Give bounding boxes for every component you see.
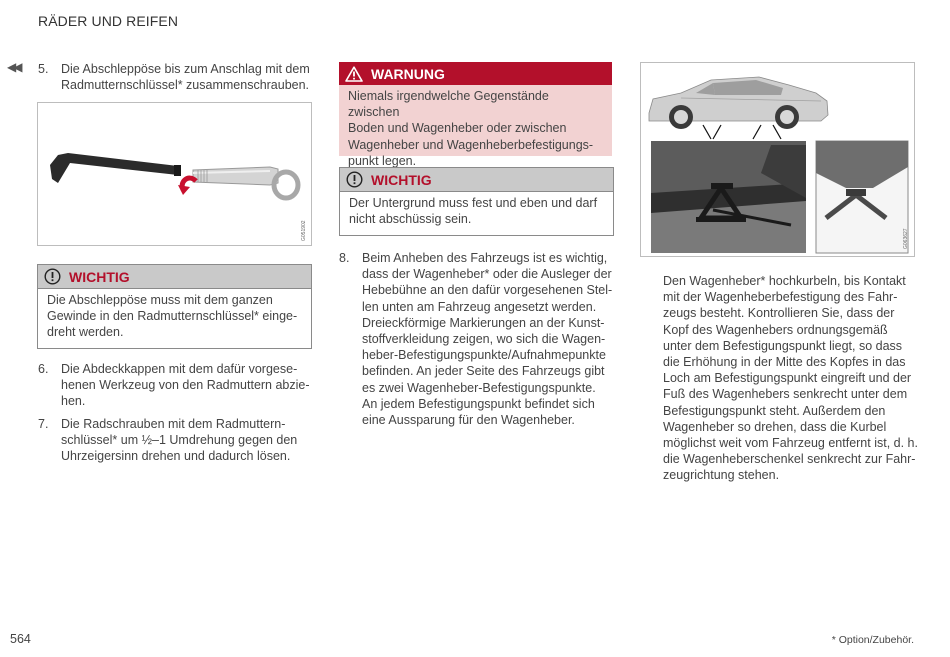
step-number: 7. [38, 417, 49, 431]
exclamation-circle-icon [346, 171, 363, 188]
jack-points-illustration [640, 62, 915, 257]
notice-line: Wagenheber und Wagenheberbefestigungs- [348, 137, 594, 152]
notice-title: WARNUNG [371, 65, 445, 82]
notice-line: nicht abschüssig sein. [349, 212, 472, 227]
step-text-line: Die Abschleppöse bis zum Anschlag mit dem [61, 62, 310, 76]
step-text-line: stoffverkleidung zeigen, wo sich die Wagen- [362, 332, 606, 347]
step-text-line: Dreieckförmige Markierungen an der Kunst- [362, 315, 605, 330]
tow-eye-wrench-illustration [37, 102, 312, 246]
step-text-line: henen Werkzeug von den Radmuttern abzie- [61, 378, 310, 393]
notice-line: Niemals irgendwelche Gegenstände zwischen [348, 89, 549, 120]
image-code: G063627 [903, 228, 909, 249]
step-text-line: Die Radschrauben mit dem Radmuttern- [61, 417, 286, 431]
step-text-line: Hebebühne an den dafür vorgesehenen Stel- [362, 283, 613, 298]
notice-line: Der Untergrund muss fest und eben und darf [349, 196, 598, 210]
notice-line: Boden und Wagenheber oder zwischen [348, 121, 567, 136]
paragraph-line: zeugs besteht. Kontrollieren Sie, dass der [663, 306, 895, 321]
step-text-line: Radmutternschlüssel* zusammenschrauben. [61, 78, 310, 93]
paragraph-line: Loch am Befestigungspunkt eingreift und der [663, 371, 912, 386]
notice-title: WICHTIG [371, 171, 432, 188]
step-text-line: An jedem Befestigungspunkt befindet sich [362, 396, 595, 411]
paragraph-line: Kopf des Wagenhebers ordnungsgemäß [663, 322, 888, 337]
section-title: RÄDER UND REIFEN [38, 13, 179, 29]
warning-triangle-icon [345, 66, 363, 82]
step-number: 8. [339, 251, 350, 265]
step-text-line: Die Abdeckkappen mit dem dafür vorgese- [61, 362, 298, 376]
step-text-line: Beim Anheben des Fahrzeugs ist es wichtig, [362, 251, 608, 265]
step-8 [339, 250, 624, 430]
notice-line: punkt legen. [348, 153, 417, 168]
paragraph-line: möglichst weit vom Fahrzeug entfernt ist, d. h. [663, 436, 918, 451]
paragraph-line: Den Wagenheber* hochkurbeln, bis Kontakt [663, 274, 906, 288]
notice-line: Die Abschleppöse muss mit dem ganzen [47, 293, 273, 307]
notice-important-2 [339, 167, 614, 236]
step-5 [38, 61, 318, 95]
paragraph-line: unter dem Befestigungspunkt liegt, so dass [663, 338, 903, 353]
page-number: 564 [10, 632, 31, 646]
step-text-line: es zwei Wagenheber-Befestigungspunkte. [362, 380, 596, 395]
notice-line: dreht werden. [47, 325, 124, 340]
double-chevron-left-icon[interactable]: ◀◀ [7, 60, 20, 74]
notice-title: WICHTIG [69, 268, 130, 285]
notice-line: Gewinde in den Radmutternschlüssel* einge- [47, 309, 298, 324]
wrench-tow-eye-drawing [38, 103, 311, 245]
step-text-line: dass der Wagenheber* oder die Ausleger der [362, 267, 612, 282]
footnote: * Option/Zubehör. [831, 634, 914, 646]
paragraph-line: die Wagenheberschenkel senkrecht zur Fahr- [663, 452, 916, 467]
step-6 [38, 361, 318, 411]
image-code: G051902 [301, 220, 307, 241]
paragraph-line: Befestigungspunkt steht. Außerdem den [663, 403, 886, 418]
step-text-line: len unten am Fahrzeug angesetzt werden. [362, 299, 597, 314]
step-text-line: eine Aussparung für den Wagenheber. [362, 413, 575, 428]
notice-warning [339, 62, 612, 168]
paragraph-line: Wagenheber so drehen, dass die Kurbel [663, 419, 887, 434]
step-text-line: heber-Befestigungspunkte/Aufnahmepunkte [362, 348, 606, 363]
paragraph-line: die Erhöhung in der Mitte des Kopfes in das [663, 355, 906, 370]
paragraph-line: mit der Wagenheberbefestigung des Fahr- [663, 290, 898, 305]
car-jack-drawing [641, 63, 914, 256]
step-number: 5. [38, 62, 49, 76]
jack-instruction-paragraph [663, 273, 925, 484]
step-text-line: befinden. An jeder Seite des Fahrzeugs gibt [362, 364, 605, 379]
step-number: 6. [38, 362, 49, 376]
notice-important-1 [37, 264, 312, 349]
step-text-line: hen. [61, 394, 86, 409]
step-7 [38, 416, 318, 466]
paragraph-line: zeugrichtung stehen. [663, 468, 780, 483]
paragraph-line: Fuß des Wagenhebers senkrecht unter dem [663, 387, 908, 402]
step-text-line: Uhrzeigersinn drehen und dadurch lösen. [61, 449, 291, 464]
step-text-line: schlüssel* um ½–1 Umdrehung gegen den [61, 433, 298, 448]
exclamation-circle-icon [44, 268, 61, 285]
